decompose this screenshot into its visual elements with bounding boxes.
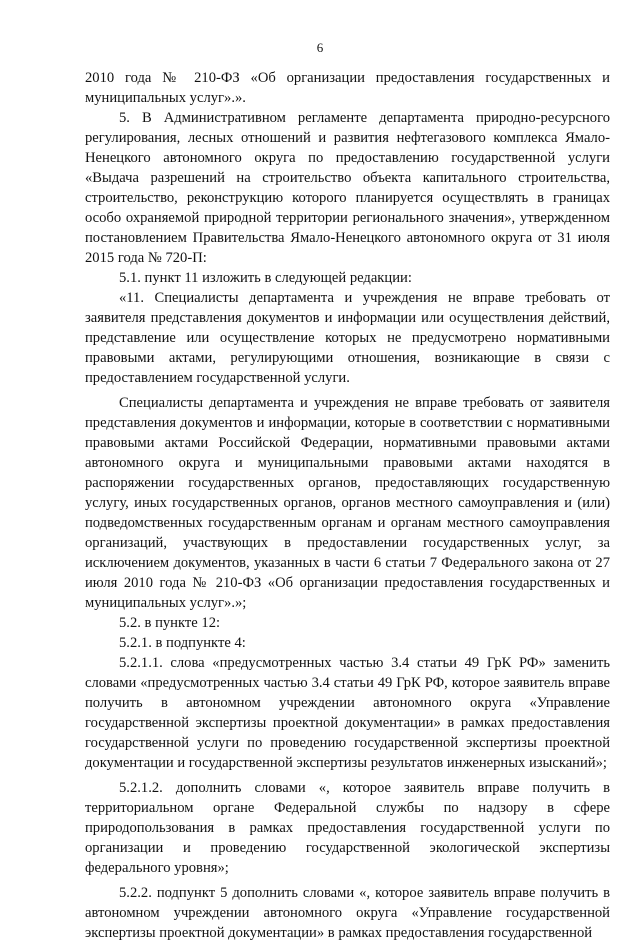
paragraph-item-5-1: 5.1. пункт 11 изложить в следующей редакции: [119,270,412,286]
paragraph-continuation: 2010 года № 210-ФЗ «Об организации предоставления государственных и муниципальных услуг».». [85,70,610,106]
paragraph-item-5-2: 5.2. в пункте 12: [119,615,221,631]
paragraph-item-5-2-1-2: 5.2.1.2. дополнить словами «, которое заявитель вправе получить в территориальном органе Федеральной службы по надзору в сфере природопользования в рамках предоставления государственной услуги по организации и проведению государственной экологической экспертизы федерального уровня»; [85,780,610,876]
paragraph-item-5-2-2: 5.2.2. подпункт 5 дополнить словами «, которое заявитель вправе получить в автономном учреждении автономного округа «Управление государственной экспертизы проектной документации» в рамках предоставления государственной [85,885,610,941]
page-number: 6 [316,40,324,55]
document-body [85,68,610,941]
paragraph-item-5-2-1: 5.2.1. в подпункте 4: [119,635,246,651]
paragraph-clause-11-part-2: Специалисты департамента и учреждения не вправе требовать от заявителя представления документов и информации, которые в соответствии с нормативными правовыми актами Российской Федерации, нормативными правовыми актами автономного округа и муниципальными правовыми актами находятся в распоряжении государственных органов, предоставляющих государственную услугу, иных государственных органов, органов местного самоуправления и (или) подведомственных государственным органам и органам местного самоуправления организаций, участвующих в предоставлении государственных услуг, за исключением документов, указанных в части 6 статьи 7 Федерального закона от 27 июля 2010 года № 210-ФЗ «Об организации предоставления государственных и муниципальных услуг».»; [85,395,610,611]
paragraph-item-5-2-1-1: 5.2.1.1. слова «предусмотренных частью 3.4 статьи 49 ГрК РФ» заменить словами «предусмотренных частью 3.4 статьи 49 ГрК РФ, которое заявитель вправе получить в автономном учреждении автономного округа «Управление государственной экспертизы проектной документации» в рамках предоставления государственной услуги по проведению государственной экспертизы проектной документации и государственной экспертизы результатов инженерных изысканий»; [85,655,610,771]
paragraph-clause-11: «11. Специалисты департамента и учреждения не вправе требовать от заявителя представления документов и информации или осуществления действий, представление или осуществление которых не предусмотрено нормативными правовыми актами, регулирующими отношения, возникающие в связи с предоставлением государственной услуги. [85,290,610,386]
paragraph-item-5: 5. В Административном регламенте департамента природно-ресурсного регулирования, лесных отношений и развития нефтегазового комплекса Ямало-Ненецкого автономного округа по предоставлению государственной услуги «Выдача разрешений на строительство объекта капитального строительства, строительство, реконструкцию которого планируется осуществлять в границах особо охраняемой природной территории регионального значения», утвержденном постановлением Правительства Ямало-Ненецкого автономного округа от 31 июля 2015 года № 720-П: [85,110,610,266]
